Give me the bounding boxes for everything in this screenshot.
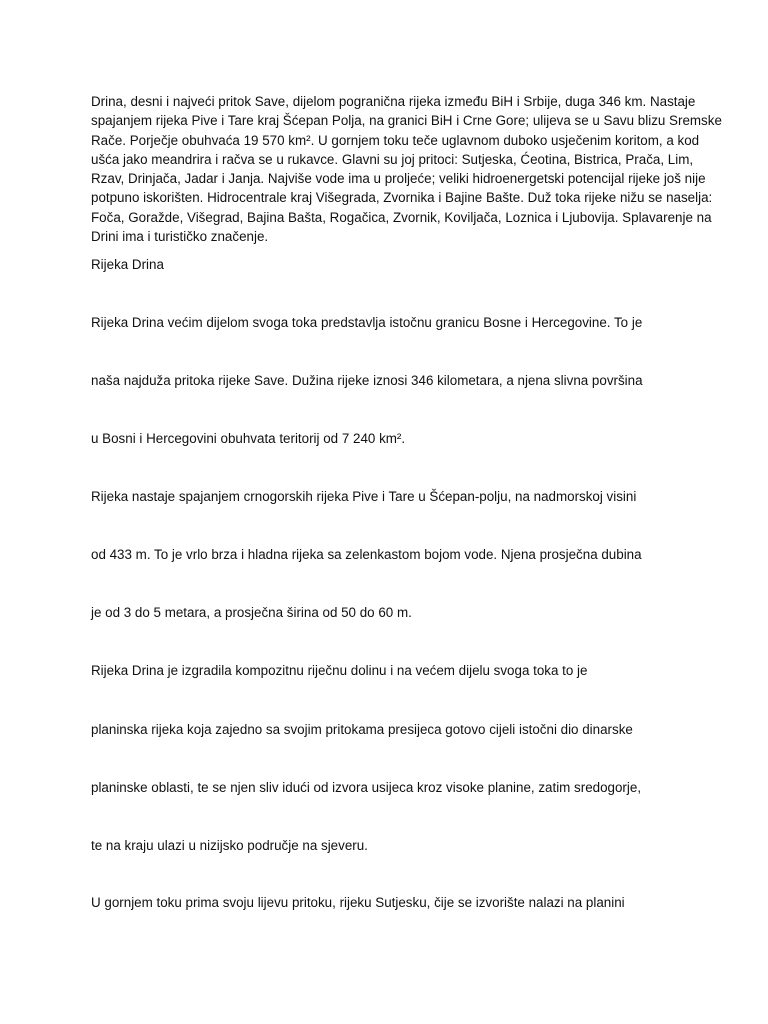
intro-paragraph [91,92,722,246]
intro-line: Rače. Porječje obuhvaća 19 570 km². U gornjem toku teče uglavnom duboko usječenim koritom, a kod [91,132,700,148]
body-line: u Bosni i Hercegovini obuhvata teritorij od 7 240 km². [91,431,406,446]
intro-line: potpuno iskorišten. Hidrocentrale kraj Višegrada, Zvornika i Bajine Bašte. Duž toka rijeke nižu se naselja: [91,190,713,206]
intro-line: Drina, desni i najveći pritok Save, dijelom pogranična rijeka između BiH i Srbije, duga 346 km. Nastaje [91,94,696,109]
body-line: je od 3 do 5 metara, a prosječna širina od 50 do 60 m. [91,605,412,620]
body-line: naša najduža pritoka rijeke Save. Dužina rijeke iznosi 346 kilometara, a njena slivna površina [91,373,643,388]
body-line: Rijeka Drina je izgradila kompozitnu riječnu dolinu i na većem dijelu svoga toka to je [91,663,588,678]
body-line: U gornjem toku prima svoju lijevu pritoku, rijeku Sutjesku, čije se izvorište nalazi na planini [91,895,625,910]
intro-line: spajanjem rijeka Pive i Tare kraj Šćepan Polja, na granici BiH i Crne Gore; ulijeva se u Savu blizu Sremske [91,113,722,129]
body-line: te na kraju ulazi u nizijsko područje na sjeveru. [91,838,368,853]
intro-line: Foča, Goražde, Višegrad, Bajina Bašta, Rogačica, Zvornik, Koviljača, Loznica i Ljubovija. Splavarenje na [91,209,712,225]
intro-line: Rzav, Drinjača, Jadar i Janja. Najviše vode ima u proljeće; veliki hidroenergetski potencijal rijeke još nije [91,171,706,187]
intro-line: ušća jako meandrira i račva se u rukavce. Glavni su joj pritoci: Sutjeska, Ćeotina, Bistrica, Prača, Lim, [91,151,694,167]
intro-line: Drini ima i turističko značenje. [91,229,269,245]
body-line: od 433 m. To je vrlo brza i hladna rijeka sa zelenkastom bojom vode. Njena prosječna dubina [91,547,642,562]
body-line: Rijeka nastaje spajanjem crnogorskih rijeka Pive i Tare u Šćepan-polju, na nadmorskoj visini [91,489,637,504]
body-line: planinska rijeka koja zajedno sa svojim pritokama presijeca gotovo cijeli istočni dio dinarske [91,722,633,737]
section-heading: Rijeka Drina [91,257,164,272]
body-line: planinske oblasti, te se njen sliv idući od izvora usijeca kroz visoke planine, zatim sredogorje, [91,780,642,795]
body-line: Rijeka Drina većim dijelom svoga toka predstavlja istočnu granicu Bosne i Hercegovine. To je [91,315,643,330]
